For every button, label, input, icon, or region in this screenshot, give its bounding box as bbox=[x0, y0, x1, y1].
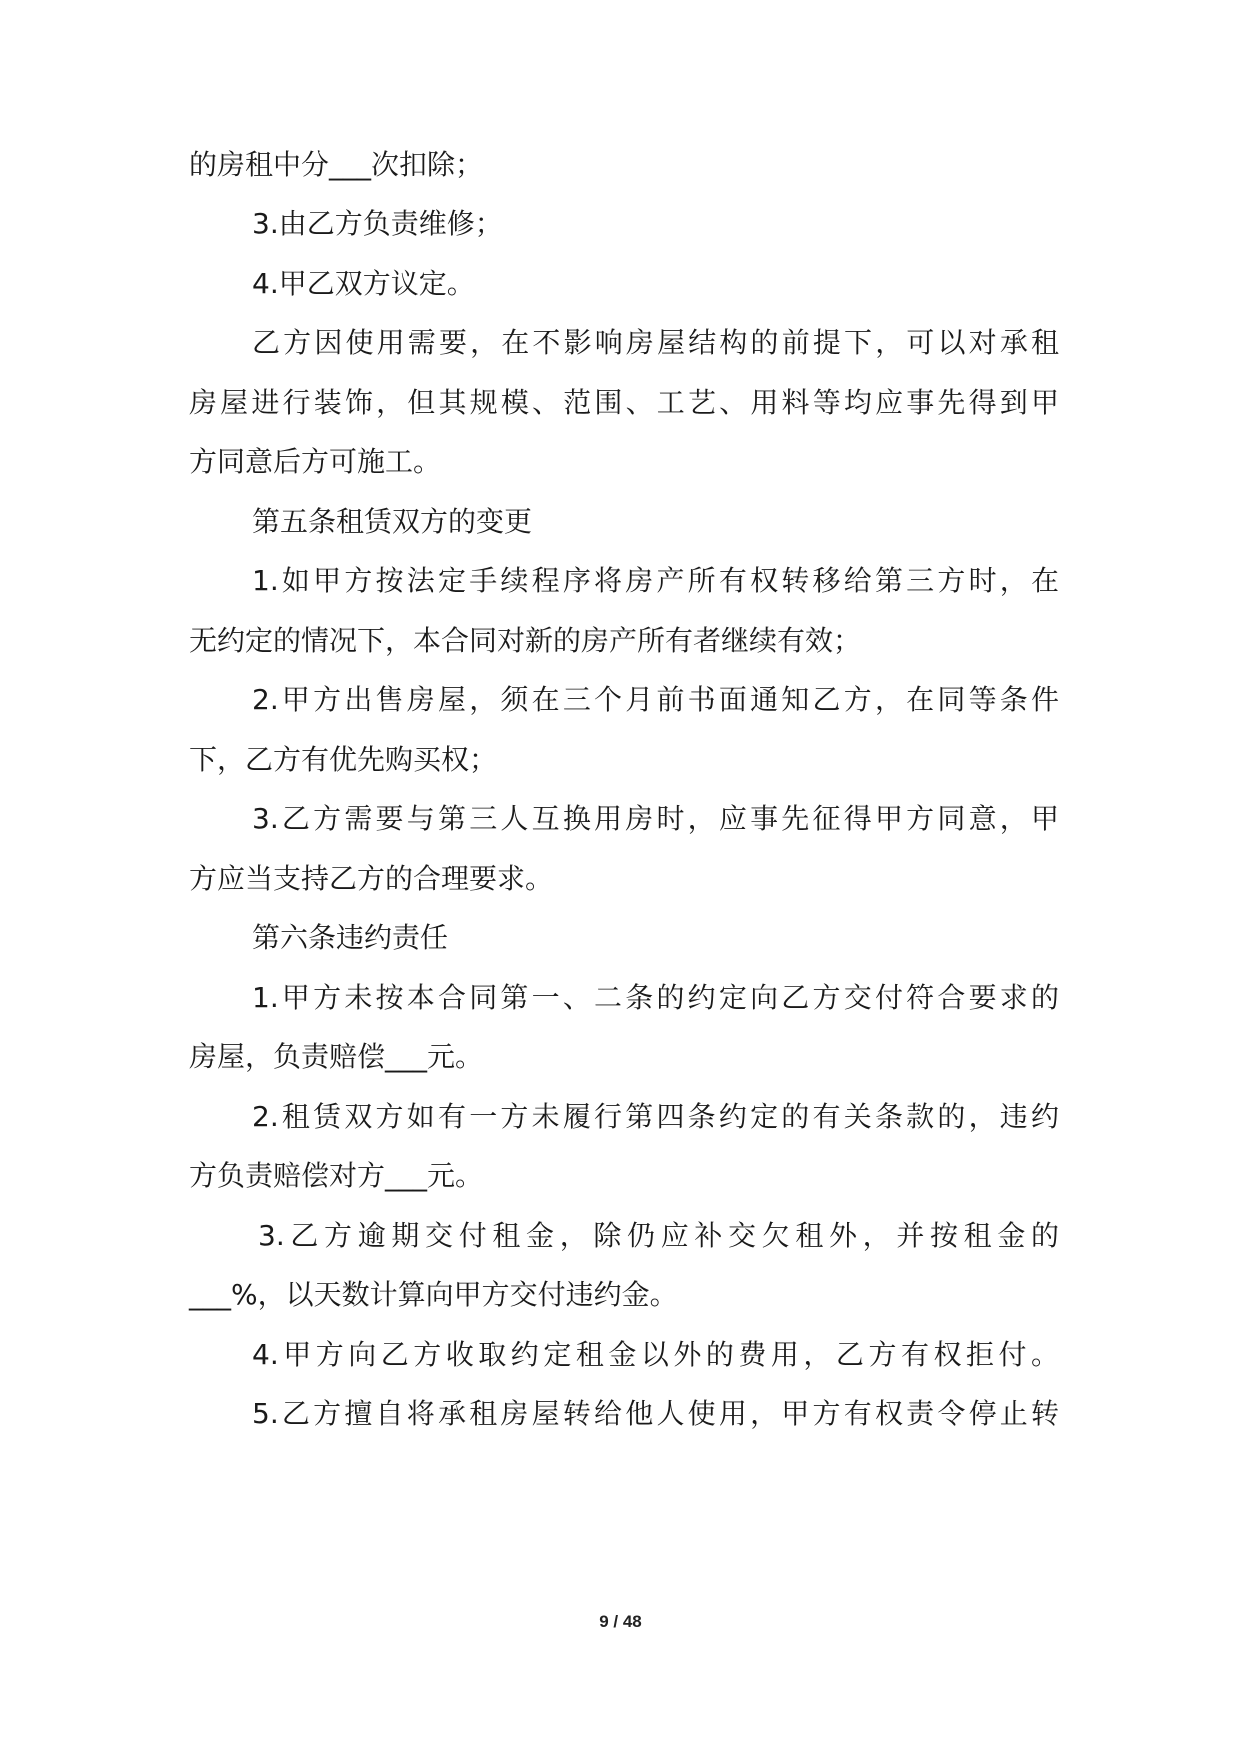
text-line: 5.乙方擅自将承租房屋转给他人使用，甲方有权责令停止转 bbox=[252, 1397, 1059, 1430]
text-line: 4.甲乙双方议定。 bbox=[252, 267, 475, 300]
text-line: 2.甲方出售房屋，须在三个月前书面通知乙方，在同等条件 bbox=[252, 683, 1059, 716]
section-heading: 第五条租赁双方的变更 bbox=[252, 505, 533, 538]
text-line: ___%，以天数计算向甲方交付违约金。 bbox=[189, 1278, 678, 1311]
text-line: 乙方因使用需要，在不影响房屋结构的前提下，可以对承租 bbox=[252, 326, 1059, 359]
text-line: 方负责赔偿对方___元。 bbox=[189, 1159, 484, 1192]
text-line: 房屋，负责赔偿___元。 bbox=[189, 1040, 484, 1073]
text-line: 3.由乙方负责维修； bbox=[252, 207, 503, 240]
text-line: 3.乙方逾期交付租金，除仍应补交欠租外，并按租金的 bbox=[258, 1219, 1059, 1252]
text-line: 1.甲方未按本合同第一、二条的约定向乙方交付符合要求的 bbox=[252, 981, 1059, 1014]
text-line: 方同意后方可施工。 bbox=[189, 445, 442, 478]
text-line: 3.乙方需要与第三人互换用房时，应事先征得甲方同意，甲 bbox=[252, 802, 1059, 835]
text-line: 方应当支持乙方的合理要求。 bbox=[189, 862, 554, 895]
text-line: 房屋进行装饰，但其规模、范围、工艺、用料等均应事先得到甲 bbox=[189, 386, 1059, 419]
text-line: 2.租赁双方如有一方未履行第四条约定的有关条款的，违约 bbox=[252, 1100, 1059, 1133]
text-line: 1.如甲方按法定手续程序将房产所有权转移给第三方时，在 bbox=[252, 564, 1059, 597]
text-line: 无约定的情况下，本合同对新的房产所有者继续有效； bbox=[189, 624, 862, 657]
page-number: 9 / 48 bbox=[599, 1612, 642, 1631]
section-heading: 第六条违约责任 bbox=[252, 921, 449, 954]
text-line: 的房租中分___次扣除； bbox=[189, 148, 484, 181]
text-line: 下，乙方有优先购买权； bbox=[189, 743, 498, 776]
text-line: 4.甲方向乙方收取约定租金以外的费用，乙方有权拒付。 bbox=[252, 1338, 1059, 1371]
